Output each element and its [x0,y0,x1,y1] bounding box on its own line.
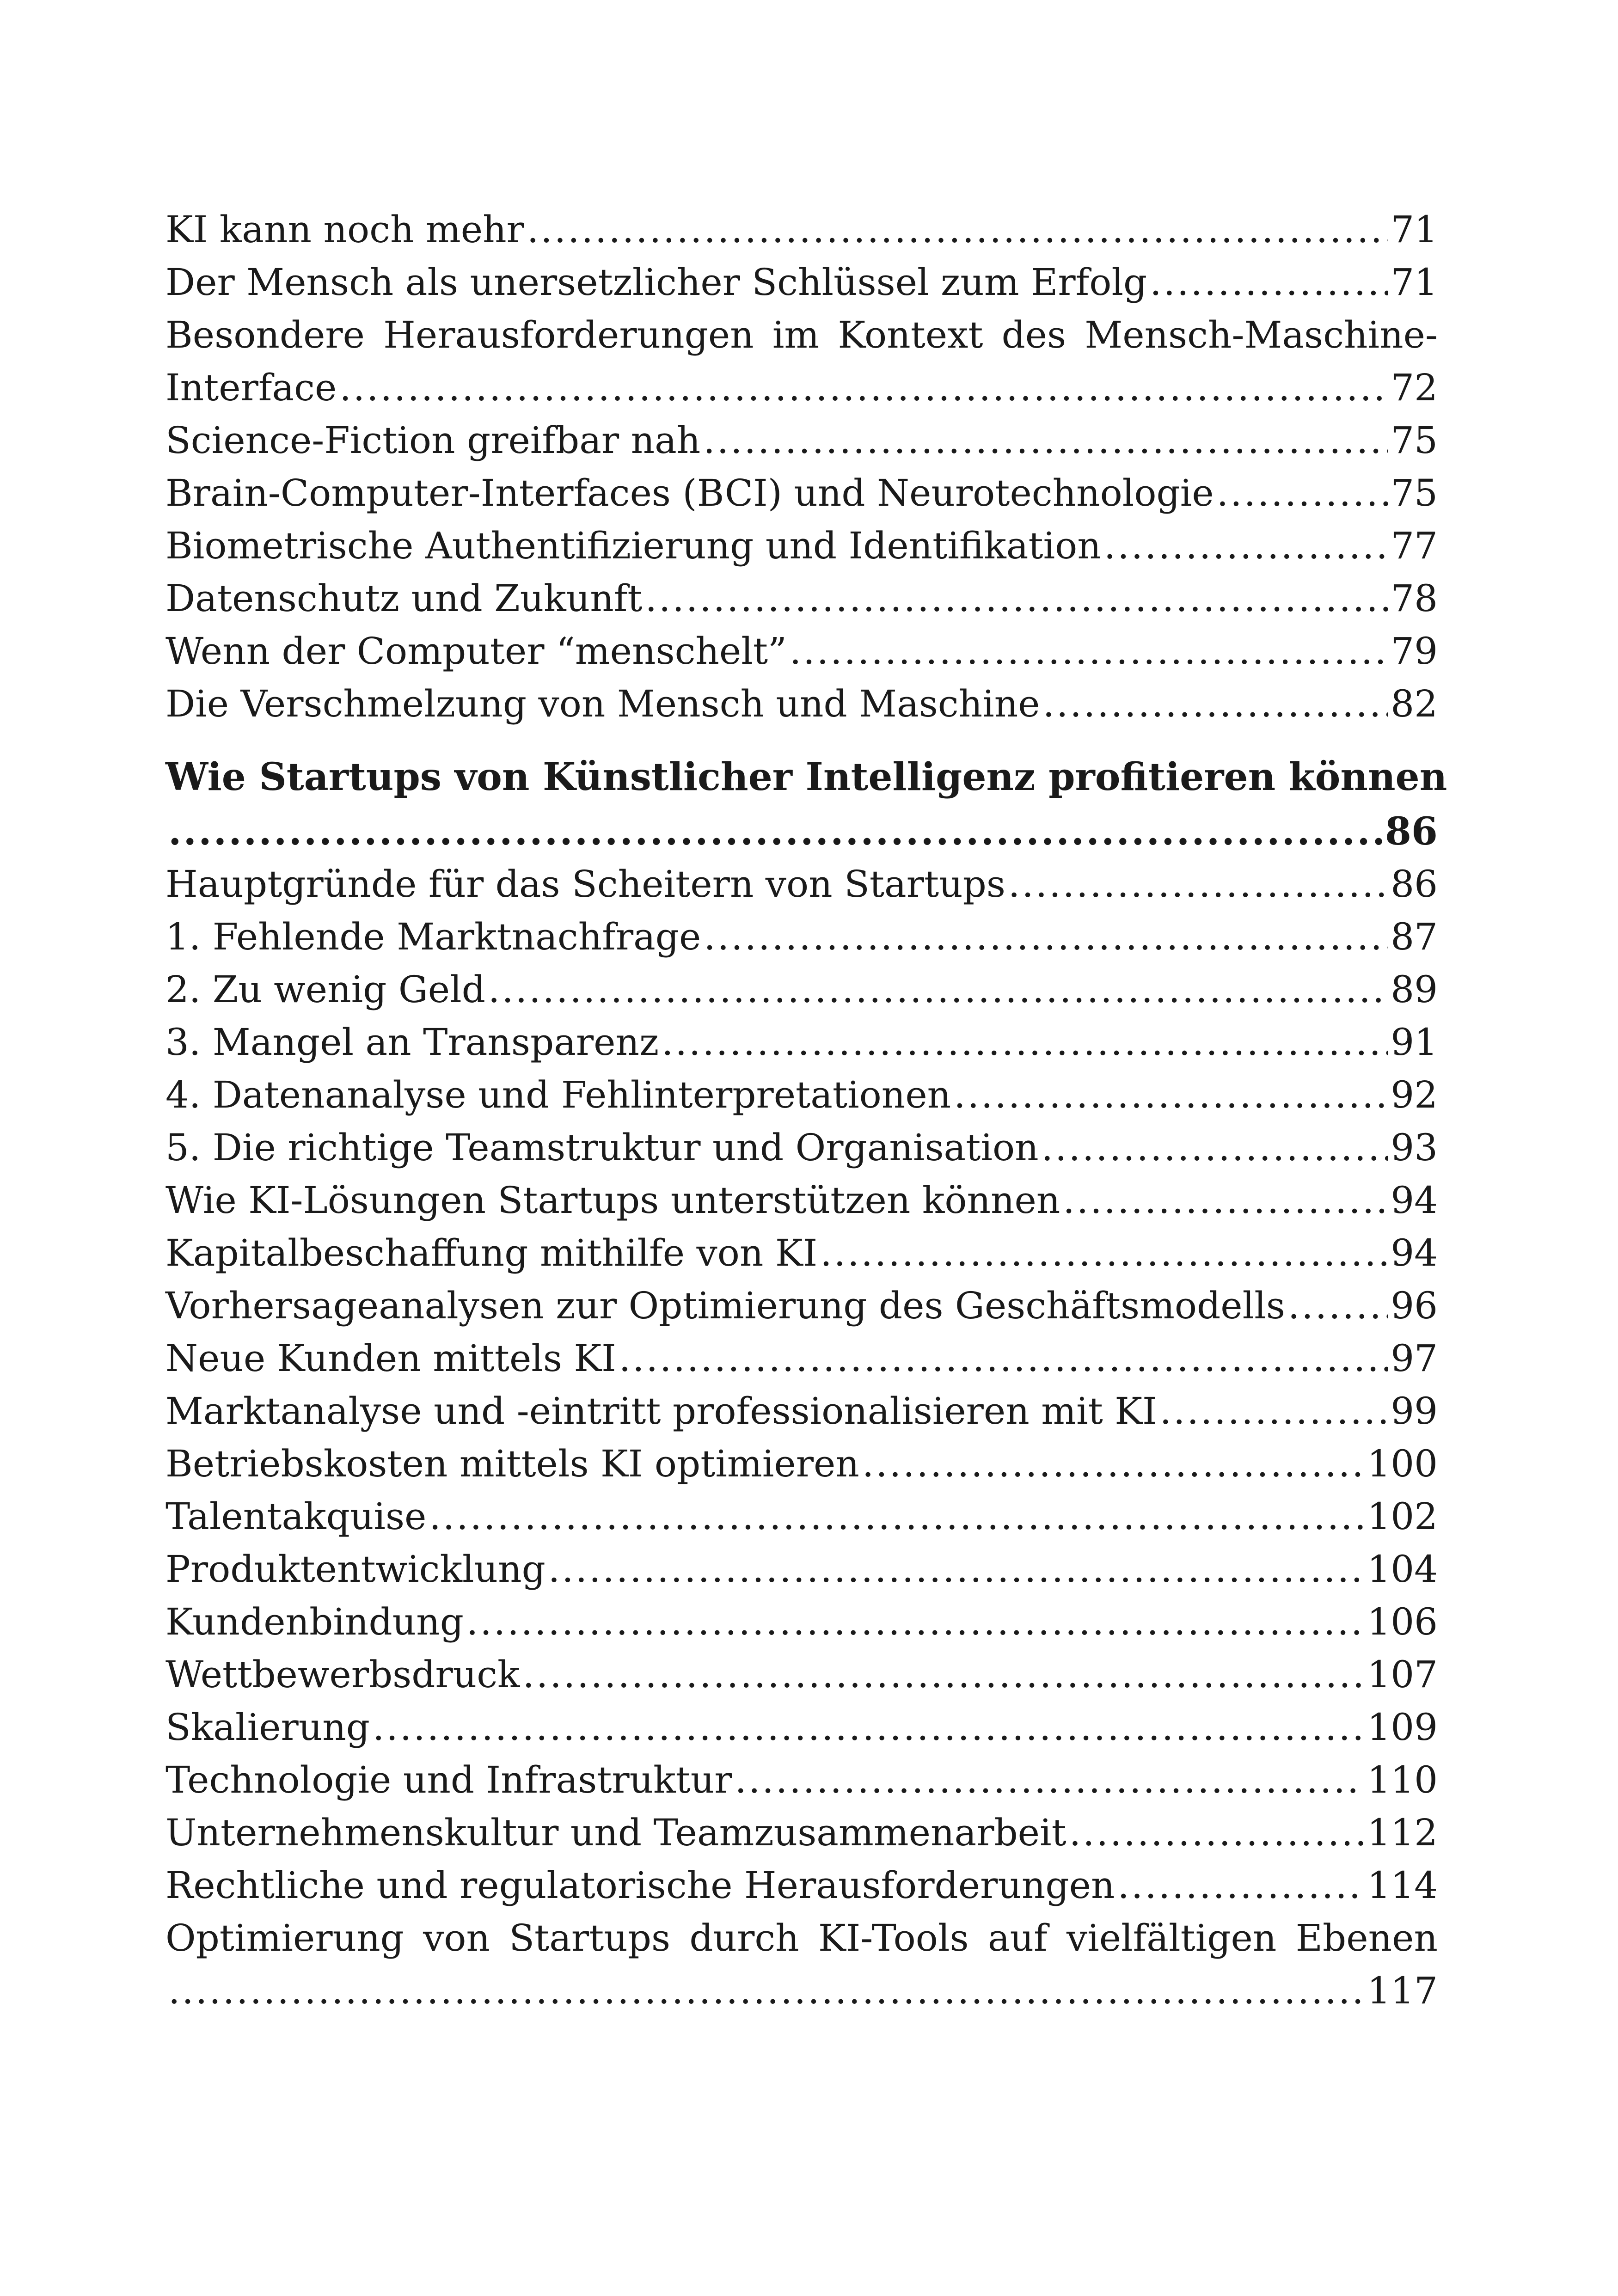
dot-leader [339,361,1388,414]
toc-entry-page: 94 [1391,1231,1438,1274]
dot-leader [703,414,1388,467]
dot-leader [1069,1806,1365,1859]
dot-leader [1217,467,1388,520]
toc-entry [165,467,1438,520]
toc-entry-page: 93 [1391,1126,1438,1169]
toc-entry [165,1754,1438,1806]
dot-leader [1042,1121,1388,1174]
toc-entry-page: 75 [1391,471,1438,514]
toc-entry-page: 72 [1391,366,1438,409]
toc-entry-title: Produktentwicklung [165,1548,545,1591]
toc-entry [165,1859,1438,1912]
toc-entry-page: 94 [1391,1179,1438,1222]
toc-entry-title: Science-Fiction greifbar nah [165,419,701,462]
toc-entry-title: Neue Kunden mittels KI [165,1337,616,1380]
toc-entry-page: 114 [1367,1864,1438,1907]
toc-entry-title: Interface [165,366,337,409]
toc-entry-wrapped-line: Besondere Herausforderungen im Kontext des Mensch-Maschine- [165,313,1438,356]
toc-entry [165,1596,1438,1648]
toc-entry-page: 109 [1367,1706,1438,1749]
toc-entry-page: 104 [1367,1548,1438,1591]
toc-entry-page: 110 [1367,1758,1438,1801]
toc-entry-page: 82 [1391,682,1438,725]
toc-entry-title: Der Mensch als unersetzlicher Schlüssel zum Erfolg [165,261,1147,304]
toc-entry-title: 5. Die richtige Teamstruktur und Organisation [165,1126,1039,1169]
toc-entry-title: Hauptgründe für das Scheitern von Startups [165,863,1005,906]
toc-entry-page: 99 [1391,1390,1438,1433]
toc-entry [165,963,1438,1016]
toc-entry-page: 71 [1391,261,1438,304]
toc-entry-title: Kundenbindung [165,1600,464,1643]
dot-leader [522,1648,1364,1701]
table-of-contents [165,203,1447,2017]
toc-entry [165,1332,1438,1385]
dot-leader [373,1701,1364,1754]
toc-entry [165,1438,1438,1490]
toc-entry [165,1385,1438,1438]
dot-leader [527,203,1388,256]
toc-entry [165,1648,1438,1701]
toc-entry [165,1069,1438,1121]
chapter-heading [165,749,1447,858]
toc-entry-title: Die Verschmelzung von Mensch und Maschine [165,682,1040,725]
dot-leader [548,1543,1365,1596]
toc-entry [165,1016,1438,1069]
dot-leader [662,1016,1388,1069]
toc-entry-title: Kapitalbeschaffung mithilfe von KI [165,1231,818,1274]
dot-leader [1288,1280,1388,1332]
toc-entry [165,678,1438,730]
dot-leader [1043,678,1388,730]
toc-entry-page: 77 [1391,524,1438,567]
toc-entry [165,1174,1438,1227]
dot-leader [862,1438,1364,1490]
toc-entry [165,1280,1438,1332]
dot-leader [466,1596,1364,1648]
toc-entry-page: 102 [1367,1495,1438,1538]
toc-entry-page: 100 [1367,1442,1438,1485]
toc-entry [165,203,1438,256]
toc-entry [165,858,1438,911]
dot-leader [1150,256,1388,309]
toc-entry-title: Betriebskosten mittels KI optimieren [165,1442,859,1485]
toc-entry-title: 3. Mangel an Transparenz [165,1021,659,1064]
toc-entry [165,625,1438,678]
toc-entry [165,256,1438,309]
chapter-page: 86 [1385,809,1438,854]
toc-entry-title: Skalierung [165,1706,370,1749]
toc-entry-title: KI kann noch mehr [165,208,524,251]
toc-entry-page: 112 [1367,1811,1438,1854]
toc-entry-title: Brain-Computer-Interfaces (BCI) und Neurotechnologie [165,471,1214,514]
dot-leader [1063,1174,1388,1227]
dot-leader [954,1069,1388,1121]
toc-entry-title: Talentakquise [165,1495,427,1538]
toc-entry-title: Unternehmenskultur und Teamzusammenarbeit [165,1811,1066,1854]
toc-entry-page: 97 [1391,1337,1438,1380]
dot-leader [429,1490,1364,1543]
dot-leader [790,625,1388,678]
dot-leader [1008,858,1388,911]
toc-entry [165,520,1438,572]
toc-entry [165,911,1438,963]
toc-entry-page: 87 [1391,915,1438,958]
toc-entry-title: Biometrische Authentifizierung und Identifikation [165,524,1101,567]
toc-entry [165,1227,1438,1280]
dot-leader [168,1965,1364,2017]
toc-entry-page: 117 [1367,1969,1438,2012]
toc-entry-page: 75 [1391,419,1438,462]
toc-entry-wrapped-line: Optimierung von Startups durch KI-Tools auf vielfältigen Ebenen [165,1916,1438,1959]
toc-entry [165,1965,1438,2017]
dot-leader [488,963,1388,1016]
toc-entry-title: Datenschutz und Zukunft [165,577,643,620]
toc-entry-page: 86 [1391,863,1438,906]
chapter-title: Wie Startups von Künstlicher Intelligenz profitieren können [165,755,1447,799]
dot-leader [704,911,1388,963]
toc-entry-page: 79 [1391,630,1438,673]
dot-leader [820,1227,1388,1280]
toc-entry-page: 92 [1391,1073,1438,1116]
toc-entry-page: 107 [1367,1653,1438,1696]
toc-entry [165,1806,1438,1859]
toc-entry-title: 4. Datenanalyse und Fehlinterpretationen [165,1073,951,1116]
toc-entry-page: 71 [1391,208,1438,251]
dot-leader [1160,1385,1388,1438]
toc-entry-title: Vorhersageanalysen zur Optimierung des Geschäftsmodells [165,1284,1285,1327]
toc-entry-title: Wie KI-Lösungen Startups unterstützen können [165,1179,1060,1222]
toc-entry-page: 96 [1391,1284,1438,1327]
dot-leader [619,1332,1388,1385]
dot-leader [1117,1859,1364,1912]
toc-entry [165,1701,1438,1754]
toc-entry-title: 2. Zu wenig Geld [165,968,485,1011]
toc-entry [165,414,1438,467]
toc-entry-title: Wettbewerbsdruck [165,1653,520,1696]
dot-leader [735,1754,1365,1806]
toc-entry-title: Marktanalyse und -eintritt professionalisieren mit KI [165,1390,1157,1433]
toc-entry-title: Rechtliche und regulatorische Herausforderungen [165,1864,1115,1907]
toc-entry-title: Wenn der Computer “menschelt” [165,630,787,673]
toc-entry [165,1543,1438,1596]
toc-entry [165,572,1438,625]
dot-leader [1104,520,1388,572]
toc-entry-title: 1. Fehlende Marktnachfrage [165,915,701,958]
toc-entry-page: 91 [1391,1021,1438,1064]
toc-entry-page: 89 [1391,968,1438,1011]
toc-entry-page: 78 [1391,577,1438,620]
toc-entry [165,361,1438,414]
dot-leader [645,572,1388,625]
toc-entry [165,1121,1438,1174]
chapter-entry [165,805,1438,858]
toc-entry-page: 106 [1367,1600,1438,1643]
dot-leader [168,805,1382,858]
toc-entry [165,1490,1438,1543]
toc-entry-title: Technologie und Infrastruktur [165,1758,732,1801]
